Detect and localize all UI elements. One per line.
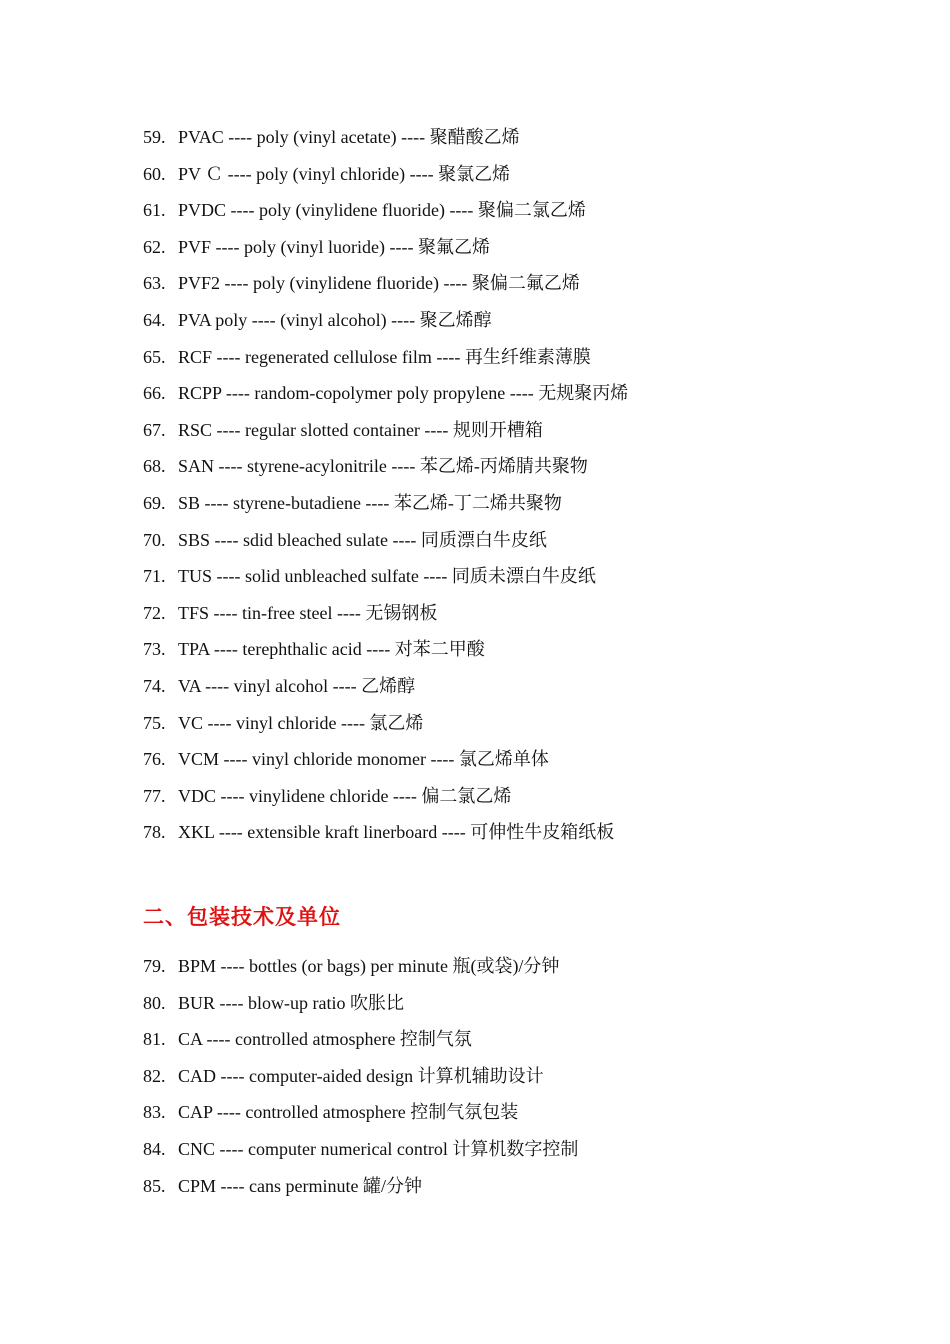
item-number: 71.: [143, 566, 166, 587]
item-number: 72.: [143, 602, 166, 623]
list-item: [143, 599, 903, 636]
item-number: 65.: [143, 346, 166, 367]
item-text: PV Ｃ ---- poly (vinyl chloride) ---- 聚氯乙烯: [178, 163, 511, 184]
item-number: 64.: [143, 309, 166, 330]
item-number: 77.: [143, 785, 166, 806]
item-number: 75.: [143, 712, 166, 733]
item-number: 61.: [143, 200, 166, 221]
item-number: 73.: [143, 639, 166, 660]
item-text: CNC ---- computer numerical control 计算机数字控制: [178, 1138, 579, 1159]
item-number: 70.: [143, 529, 166, 550]
list-item: [143, 1135, 903, 1172]
list-item: [143, 452, 903, 489]
item-text: VC ---- vinyl chloride ---- 氯乙烯: [178, 712, 424, 733]
item-text: RCF ---- regenerated cellulose film ---- 再生纤维素薄膜: [178, 346, 591, 367]
item-text: BUR ---- blow-up ratio 吹胀比: [178, 992, 404, 1013]
item-text: TFS ---- tin-free steel ---- 无锡钢板: [178, 602, 438, 623]
item-number: 59.: [143, 127, 166, 147]
item-text: CPM ---- cans perminute 罐/分钟: [178, 1175, 422, 1196]
list-item: [143, 123, 903, 160]
list-item: [143, 562, 903, 599]
item-number: 79.: [143, 956, 166, 976]
list-item: [143, 1098, 903, 1135]
item-text: RSC ---- regular slotted container ---- 规则开槽箱: [178, 419, 543, 440]
item-number: 85.: [143, 1175, 166, 1196]
item-text: XKL ---- extensible kraft linerboard ---- 可伸性牛皮箱纸板: [178, 822, 615, 843]
list-item: [143, 196, 903, 233]
list-item: [143, 818, 903, 855]
item-text: RCPP ---- random-copolymer poly propylene ---- 无规聚丙烯: [178, 383, 629, 404]
item-text: TPA ---- terephthalic acid ---- 对苯二甲酸: [178, 639, 485, 660]
item-text: SB ---- styrene-butadiene ---- 苯乙烯-丁二烯共聚物: [178, 492, 562, 513]
item-number: 81.: [143, 1029, 166, 1050]
item-number: 68.: [143, 456, 166, 477]
item-text: CAP ---- controlled atmosphere 控制气氛包装: [178, 1102, 519, 1123]
item-text: PVAC ---- poly (vinyl acetate) ---- 聚醋酸乙烯: [178, 127, 520, 147]
item-number: 76.: [143, 749, 166, 770]
abbreviation-list-packaging-technology: [143, 952, 903, 1208]
item-text: VDC ---- vinylidene chloride ---- 偏二氯乙烯: [178, 785, 512, 806]
list-item: [143, 989, 903, 1026]
item-text: PVF2 ---- poly (vinylidene fluoride) ---- 聚偏二氟乙烯: [178, 273, 580, 294]
list-item: [143, 269, 903, 306]
item-text: VCM ---- vinyl chloride monomer ---- 氯乙烯单体: [178, 749, 549, 770]
item-number: 74.: [143, 675, 166, 696]
list-item: [143, 526, 903, 563]
item-number: 82.: [143, 1065, 166, 1086]
item-number: 78.: [143, 822, 166, 843]
item-text: BPM ---- bottles (or bags) per minute 瓶(或袋)/分钟: [178, 956, 560, 976]
item-number: 63.: [143, 273, 166, 294]
item-number: 69.: [143, 492, 166, 513]
item-number: 62.: [143, 236, 166, 257]
list-item: [143, 1172, 903, 1209]
item-text: SAN ---- styrene-acylonitrile ---- 苯乙烯-丙烯腈共聚物: [178, 456, 588, 477]
item-number: 60.: [143, 163, 166, 184]
list-item: [143, 306, 903, 343]
list-item: [143, 952, 903, 989]
item-text: CAD ---- computer-aided design 计算机辅助设计: [178, 1065, 544, 1086]
list-item: [143, 416, 903, 453]
list-item: [143, 489, 903, 526]
list-item: [143, 745, 903, 782]
item-number: 83.: [143, 1102, 166, 1123]
list-item: [143, 379, 903, 416]
list-item: [143, 233, 903, 270]
list-item: [143, 782, 903, 819]
item-number: 84.: [143, 1138, 166, 1159]
item-text: VA ---- vinyl alcohol ---- 乙烯醇: [178, 675, 416, 696]
list-item: [143, 160, 903, 197]
item-number: 67.: [143, 419, 166, 440]
item-text: PVF ---- poly (vinyl luoride) ---- 聚氟乙烯: [178, 236, 490, 257]
item-text: SBS ---- sdid bleached sulate ---- 同质漂白牛皮纸: [178, 529, 547, 550]
list-item: [143, 343, 903, 380]
list-item: [143, 1025, 903, 1062]
list-item: [143, 1062, 903, 1099]
item-text: CA ---- controlled atmosphere 控制气氛: [178, 1029, 472, 1050]
list-item: [143, 635, 903, 672]
item-text: PVDC ---- poly (vinylidene fluoride) ---- 聚偏二氯乙烯: [178, 200, 586, 221]
section-heading: 二、包装技术及单位: [143, 905, 341, 929]
abbreviation-list-polymers: [143, 123, 903, 855]
list-item: [143, 672, 903, 709]
item-number: 66.: [143, 383, 166, 404]
item-text: PVA poly ---- (vinyl alcohol) ---- 聚乙烯醇: [178, 309, 492, 330]
item-number: 80.: [143, 992, 166, 1013]
list-item: [143, 709, 903, 746]
item-text: TUS ---- solid unbleached sulfate ---- 同质未漂白牛皮纸: [178, 566, 596, 587]
